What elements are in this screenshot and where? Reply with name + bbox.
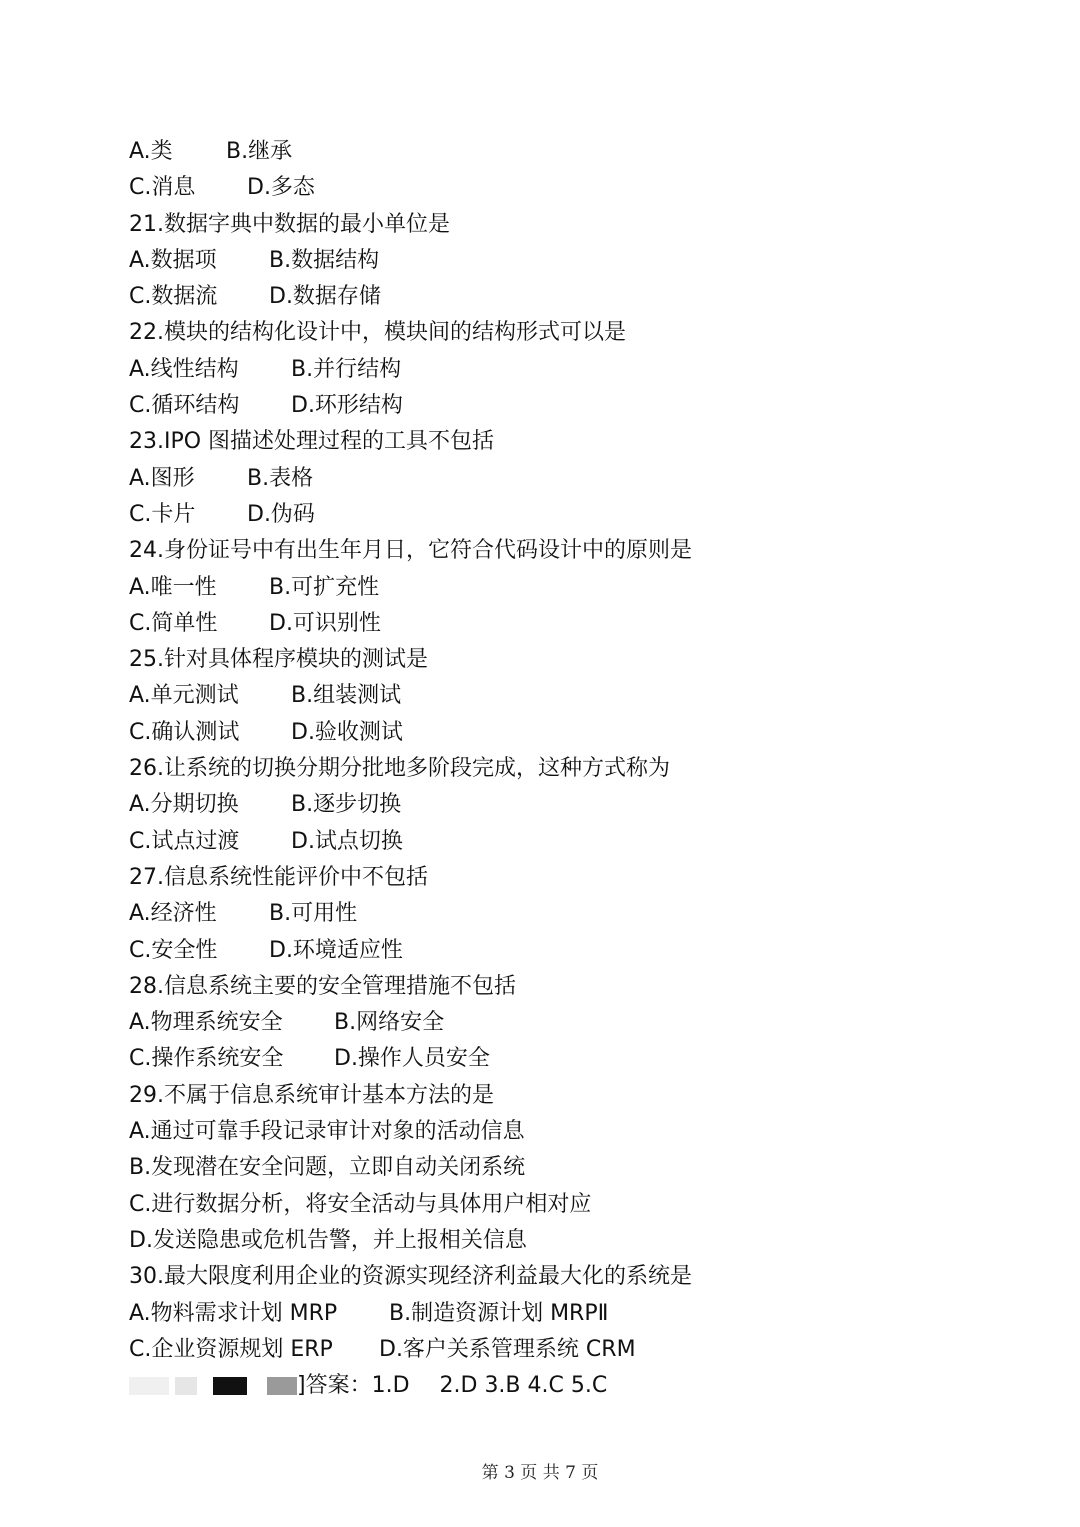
redaction-block <box>129 1377 169 1395</box>
redaction-block <box>175 1377 197 1395</box>
option-b: B.组装测试 <box>291 683 402 709</box>
option-a: A.物理系统安全 <box>129 1010 283 1036</box>
option-d: D.多态 <box>247 175 315 201</box>
question-29: 29.不属于信息系统审计基本方法的是 <box>129 1082 494 1108</box>
option-row <box>129 715 989 751</box>
option-d: D.可识别性 <box>269 610 381 636</box>
question-list <box>129 134 989 1404</box>
option-a: A.物料需求计划 MRP <box>129 1300 338 1326</box>
answer-label: ]答案：1.D <box>297 1373 410 1399</box>
option-row <box>129 1005 989 1041</box>
option-a: A.数据项 <box>129 247 217 273</box>
option-row <box>129 824 989 860</box>
option-row <box>129 606 989 642</box>
option-c: C.操作系统安全 <box>129 1046 284 1072</box>
option-c: C.进行数据分析，将安全活动与具体用户相对应 <box>129 1191 592 1217</box>
option-a: A.类 <box>129 139 173 164</box>
option-row <box>129 134 989 170</box>
option-b: B.并行结构 <box>291 356 402 382</box>
question-22: 22.模块的结构化设计中，模块间的结构形式可以是 <box>129 320 626 346</box>
option-row <box>129 352 989 388</box>
option-row <box>129 388 989 424</box>
question-24: 24.身份证号中有出生年月日，它符合代码设计中的原则是 <box>129 538 692 564</box>
option-row <box>129 570 989 606</box>
option-b: B.数据结构 <box>269 247 380 273</box>
option-a: A.唯一性 <box>129 574 217 600</box>
option-c: C.企业资源规划 ERP <box>129 1336 333 1362</box>
question-27: 27.信息系统性能评价中不包括 <box>129 864 428 890</box>
option-row <box>129 170 989 206</box>
option-row <box>129 497 989 533</box>
option-row <box>129 678 989 714</box>
option-row <box>129 1041 989 1077</box>
option-d: D.客户关系管理系统 CRM <box>379 1336 636 1362</box>
option-b: B.发现潜在安全问题，立即自动关闭系统 <box>129 1155 526 1181</box>
question-26: 26.让系统的切换分期分批地多阶段完成，这种方式称为 <box>129 756 670 782</box>
option-d: D.伪码 <box>247 501 315 527</box>
option-a: A.图形 <box>129 465 195 491</box>
answer-row <box>129 1368 989 1404</box>
option-c: C.试点过渡 <box>129 828 240 854</box>
option-c: C.安全性 <box>129 937 218 963</box>
option-c: C.简单性 <box>129 610 218 636</box>
option-b: B.可用性 <box>269 901 358 927</box>
option-b: B.继承 <box>226 139 293 164</box>
question-28: 28.信息系统主要的安全管理措施不包括 <box>129 973 516 999</box>
option-row <box>129 279 989 315</box>
option-a: A.经济性 <box>129 901 217 927</box>
page-number: 第 3 页 共 7 页 <box>481 1463 599 1483</box>
option-d: D.试点切换 <box>291 828 403 854</box>
option-row <box>129 787 989 823</box>
option-b: B.可扩充性 <box>269 574 380 600</box>
option-row <box>129 933 989 969</box>
option-a: A.通过可靠手段记录审计对象的活动信息 <box>129 1119 525 1145</box>
option-d: D.数据存储 <box>269 284 381 310</box>
option-d: D.发送隐患或危机告警，并上报相关信息 <box>129 1227 527 1253</box>
option-c: C.确认测试 <box>129 719 240 745</box>
option-a: A.线性结构 <box>129 356 239 382</box>
option-a: A.单元测试 <box>129 683 239 709</box>
question-25: 25.针对具体程序模块的测试是 <box>129 647 428 673</box>
option-d: D.操作人员安全 <box>334 1046 490 1072</box>
option-d: D.环形结构 <box>291 393 403 419</box>
option-row <box>129 1332 989 1368</box>
option-a: A.分期切换 <box>129 792 239 818</box>
question-30: 30.最大限度利用企业的资源实现经济利益最大化的系统是 <box>129 1264 692 1290</box>
question-23: 23.IPO 图描述处理过程的工具不包括 <box>129 429 495 455</box>
option-b: B.表格 <box>247 465 314 491</box>
option-row <box>129 896 989 932</box>
option-c: C.卡片 <box>129 501 196 527</box>
question-21: 21.数据字典中数据的最小单位是 <box>129 211 450 237</box>
option-d: D.验收测试 <box>291 719 403 745</box>
option-row <box>129 461 989 497</box>
answer-values: 2.D 3.B 4.C 5.C <box>439 1373 608 1399</box>
option-d: D.环境适应性 <box>269 937 403 963</box>
redaction-block <box>213 1377 247 1395</box>
option-c: C.循环结构 <box>129 393 240 419</box>
option-b: B.网络安全 <box>334 1010 445 1036</box>
option-row <box>129 1296 989 1332</box>
option-c: C.消息 <box>129 175 196 201</box>
option-b: B.逐步切换 <box>291 792 402 818</box>
option-c: C.数据流 <box>129 284 218 310</box>
option-row <box>129 243 989 279</box>
redaction-block <box>267 1377 297 1395</box>
option-b: B.制造资源计划 MRPⅡ <box>389 1300 609 1326</box>
